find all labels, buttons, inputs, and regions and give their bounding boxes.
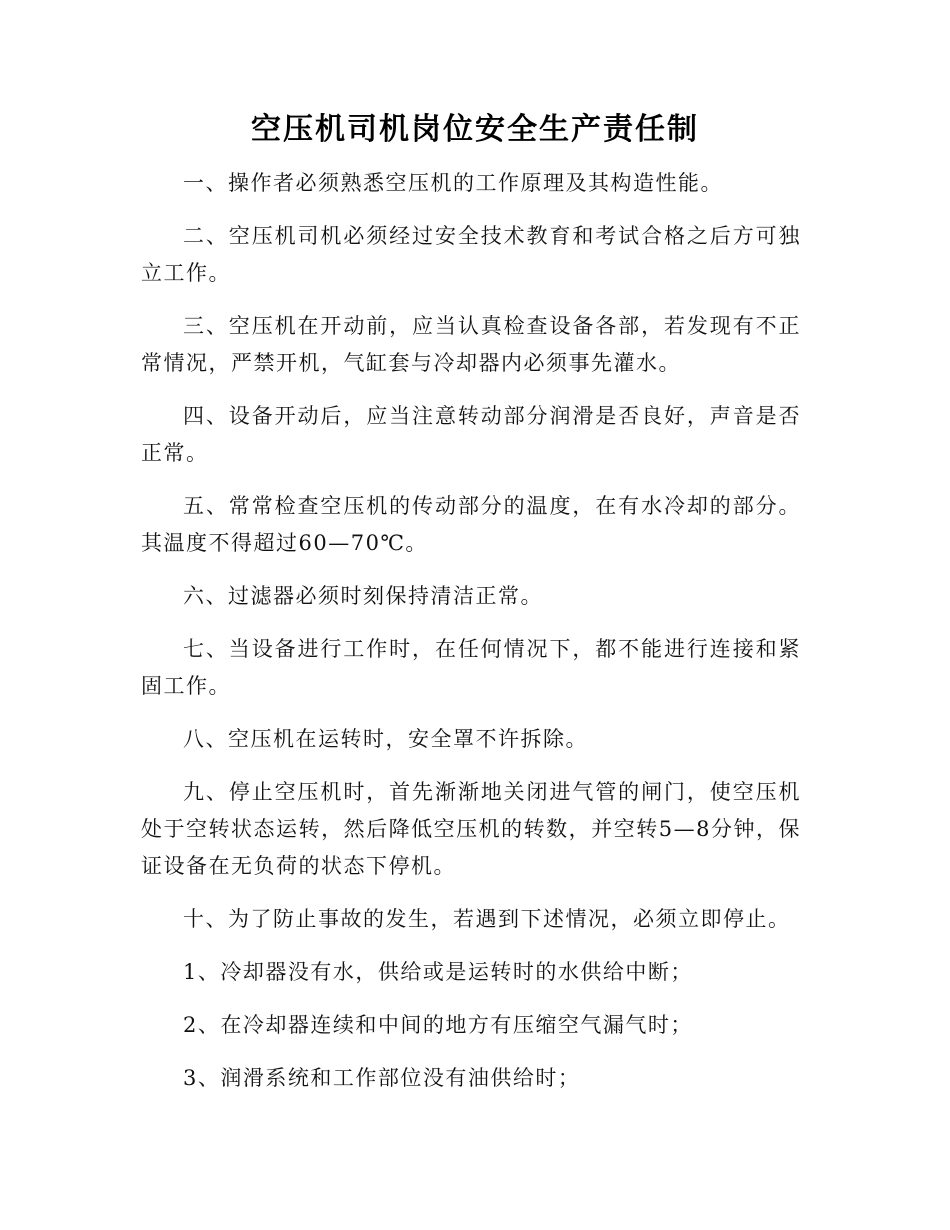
paragraph-10: 十、为了防止事故的发生，若遇到下述情况，必须立即停止。 xyxy=(183,907,791,931)
paragraph-4: 四、设备开动后，应当注意转动部分润滑是否良好，声音是否正常。 xyxy=(141,404,801,465)
paragraph-8: 八、空压机在运转时，安全罩不许拆除。 xyxy=(183,727,588,751)
paragraph-2: 二、空压机司机必须经过安全技术教育和考试合格之后方可独立工作。 xyxy=(141,224,801,285)
document-body xyxy=(141,165,801,1113)
list-item-1: 1、冷却器没有水，供给或是运转时的水供给中断； xyxy=(183,960,693,984)
paragraph-3: 三、空压机在开动前，应当认真检查设备各部，若发现有不正常情况，严禁开机，气缸套与冷却器内必须事先灌水。 xyxy=(141,314,801,375)
paragraph-5: 五、常常检查空压机的传动部分的温度，在有水冷却的部分。其温度不得超过60—70℃。 xyxy=(141,494,801,555)
list-item-2: 2、在冷却器连续和中间的地方有压缩空气漏气时； xyxy=(183,1013,693,1037)
paragraph-9: 九、停止空压机时，首先渐渐地关闭进气管的闸门，使空压机处于空转状态运转，然后降低空压机的转数，并空转5—8分钟，保证设备在无负荷的状态下停机。 xyxy=(141,780,801,878)
paragraph-1: 一、操作者必须熟悉空压机的工作原理及其构造性能。 xyxy=(183,171,723,195)
paragraph-6: 六、过滤器必须时刻保持清洁正常。 xyxy=(183,584,543,608)
paragraph-7: 七、当设备进行工作时，在任何情况下，都不能进行连接和紧固工作。 xyxy=(141,637,801,698)
document-title: 空压机司机岗位安全生产责任制 xyxy=(251,112,699,147)
list-item-3: 3、润滑系统和工作部位没有油供给时； xyxy=(183,1066,581,1090)
